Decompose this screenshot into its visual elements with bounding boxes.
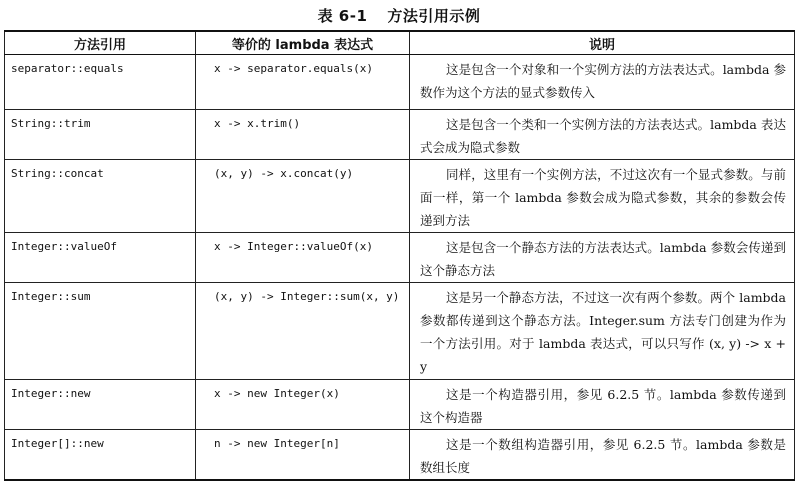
lambda-cell: (x, y) -> x.concat(y)	[196, 160, 410, 233]
table-row	[5, 430, 795, 481]
method-ref-cell: Integer::sum	[5, 283, 196, 380]
lambda-cell: (x, y) -> Integer::sum(x, y)	[196, 283, 410, 380]
table-title: 方法引用示例	[387, 7, 481, 25]
description-cell: 这是包含一个类和一个实例方法的方法表达式。lambda 表达式会成为隐式参数	[410, 110, 795, 160]
table-caption	[0, 6, 798, 26]
lambda-cell: n -> new Integer[n]	[196, 430, 410, 481]
description-cell: 这是包含一个对象和一个实例方法的方法表达式。lambda 参数作为这个方法的显式参数传入	[410, 55, 795, 110]
description-cell: 同样，这里有一个实例方法，不过这次有一个显式参数。与前面一样，第一个 lambda 参数会成为隐式参数，其余的参数会传递到方法	[410, 160, 795, 233]
description-cell: 这是包含一个静态方法的方法表达式。lambda 参数会传递到这个静态方法	[410, 233, 795, 283]
lambda-cell: x -> separator.equals(x)	[196, 55, 410, 110]
method-ref-cell: Integer::valueOf	[5, 233, 196, 283]
header-method-ref: 方法引用	[5, 31, 196, 55]
lambda-cell: x -> x.trim()	[196, 110, 410, 160]
method-ref-cell: separator::equals	[5, 55, 196, 110]
method-ref-cell: Integer::new	[5, 380, 196, 430]
lambda-cell: x -> Integer::valueOf(x)	[196, 233, 410, 283]
header-lambda: 等价的 lambda 表达式	[196, 31, 410, 55]
description-cell: 这是一个数组构造器引用，参见 6.2.5 节。lambda 参数是数组长度	[410, 430, 795, 481]
table-row	[5, 233, 795, 283]
method-reference-table	[4, 30, 795, 481]
method-ref-cell: String::trim	[5, 110, 196, 160]
method-ref-cell: String::concat	[5, 160, 196, 233]
lambda-cell: x -> new Integer(x)	[196, 380, 410, 430]
method-ref-cell: Integer[]::new	[5, 430, 196, 481]
header-description: 说明	[410, 31, 795, 55]
table-number: 表 6-1	[317, 7, 368, 25]
table-row	[5, 380, 795, 430]
table-row	[5, 160, 795, 233]
description-cell: 这是另一个静态方法，不过这一次有两个参数。两个 lambda 参数都传递到这个静态方法。Integer.sum 方法专门创建为作为一个方法引用。对于 lambda 表达式，可以只写作 (x, y) -> x + y	[410, 283, 795, 380]
table-row	[5, 55, 795, 110]
table-row	[5, 283, 795, 380]
description-cell: 这是一个构造器引用，参见 6.2.5 节。lambda 参数传递到这个构造器	[410, 380, 795, 430]
table-row	[5, 110, 795, 160]
header-row	[5, 31, 795, 55]
